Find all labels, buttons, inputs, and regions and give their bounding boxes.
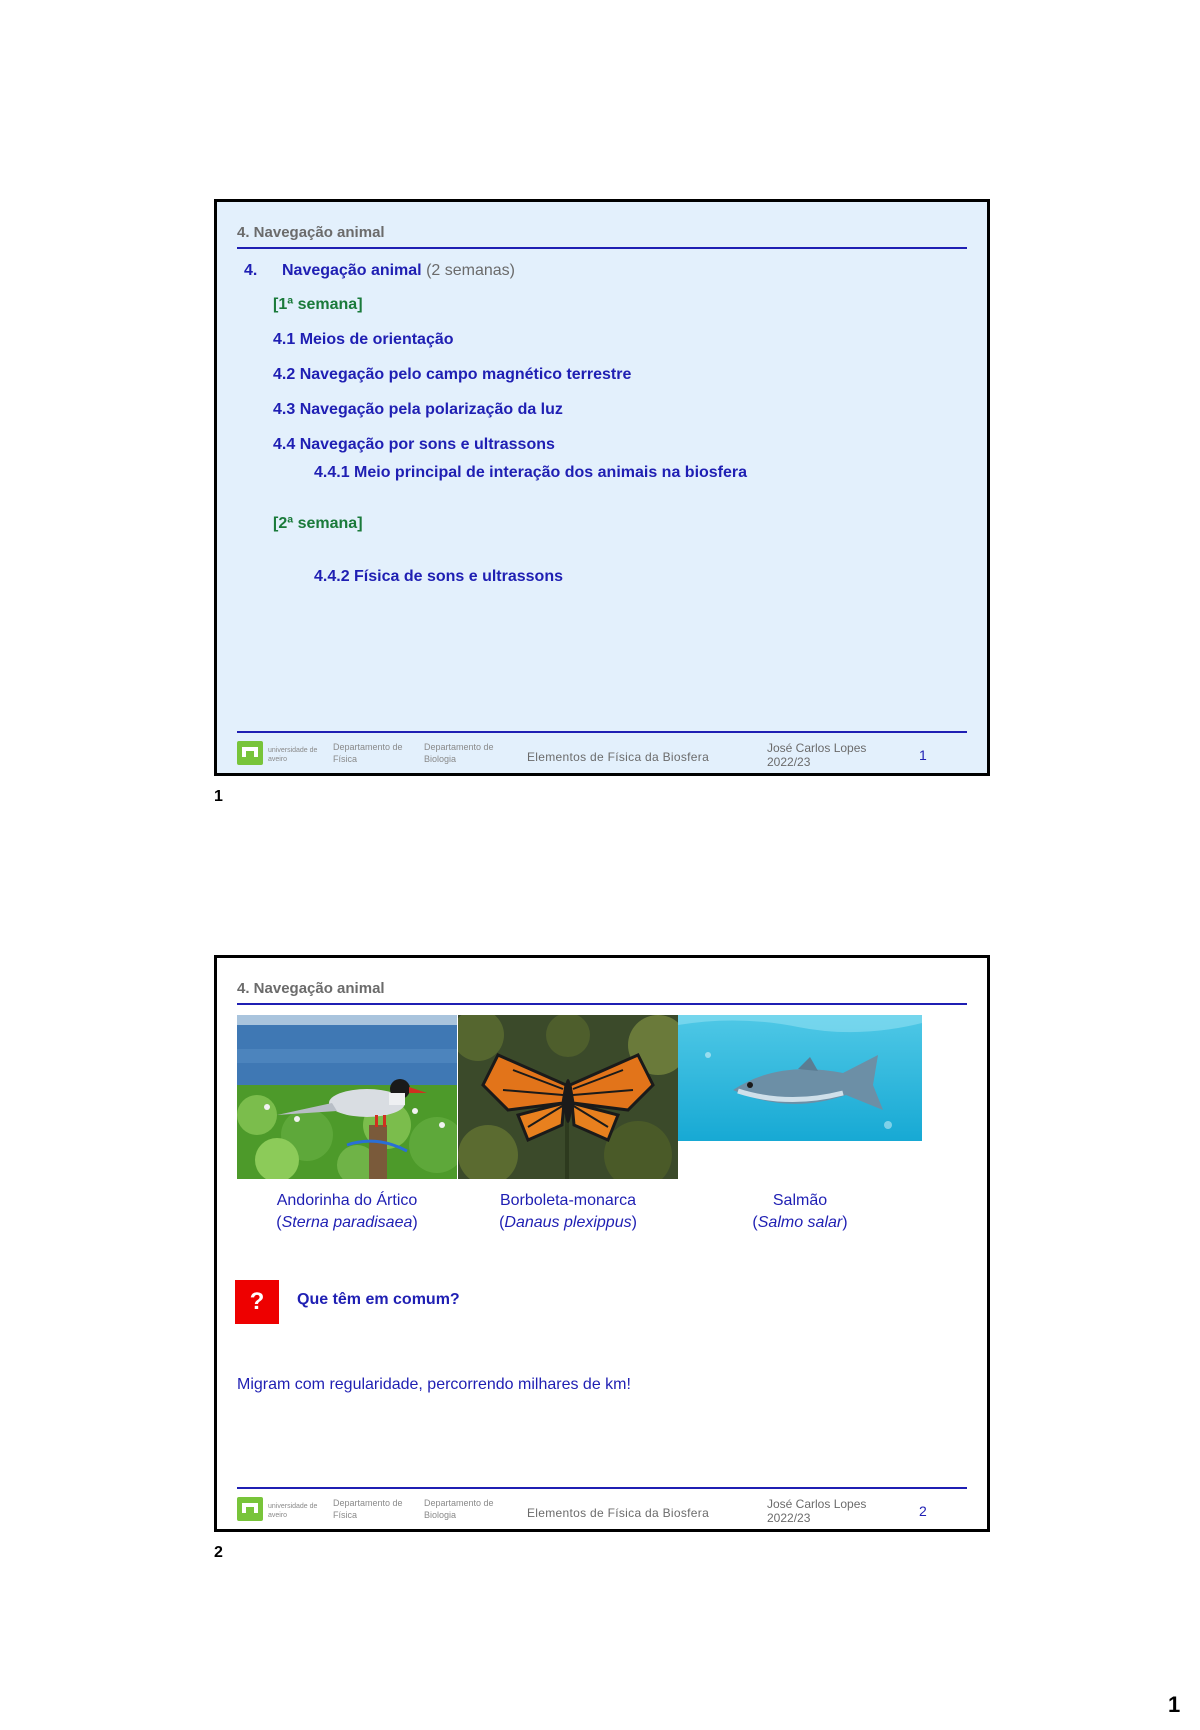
toc-title-duration: (2 semanas) [426, 262, 515, 279]
arctic-tern-photo [237, 1015, 457, 1179]
latin-name: Danaus plexippus [504, 1214, 632, 1231]
question-mark-icon: ? [235, 1280, 279, 1324]
course-name: Elementos de Física da Biosfera [527, 750, 710, 764]
toc-item-4-4: 4.4 Navegação por sons e ultrassons [273, 436, 555, 453]
header-divider [237, 1003, 967, 1005]
caption-salmon [690, 1190, 910, 1234]
slide-header: 4. Navegação animal [237, 980, 385, 997]
paren-close: ) [412, 1214, 418, 1231]
paren-open: ( [499, 1214, 505, 1231]
toc-week-1: [1ª semana] [273, 296, 363, 313]
academic-year: 2022/23 [767, 1511, 811, 1525]
caption-common-name: Salmão [772, 1192, 828, 1209]
caption-scientific-name [458, 1212, 678, 1234]
monarch-butterfly-photo [458, 1015, 678, 1179]
department-physics: Departamento de Física [333, 742, 403, 764]
toc-title-text: Navegação animal [282, 262, 422, 279]
answer-text: Migram com regularidade, percorrendo milhares de km! [237, 1376, 631, 1393]
university-logo-icon [237, 1497, 263, 1521]
caption-monarch [458, 1190, 678, 1234]
academic-year: 2022/23 [767, 755, 811, 769]
author-block [767, 1497, 866, 1525]
toc-title [244, 262, 515, 280]
caption-common-name: Borboleta-monarca [499, 1192, 637, 1209]
toc-item-4-4-1: 4.4.1 Meio principal de interação dos animais na biosfera [314, 464, 748, 481]
monarch-butterfly-image [458, 1015, 678, 1179]
toc-week-2: [2ª semana] [273, 515, 363, 532]
caption-arctic-tern [237, 1190, 457, 1234]
paren-close: ) [631, 1214, 637, 1231]
toc-item-4-3: 4.3 Navegação pela polarização da luz [273, 401, 563, 418]
author-name: José Carlos Lopes [767, 741, 867, 755]
university-logo-icon [237, 741, 263, 765]
course-name: Elementos de Física da Biosfera [527, 1506, 710, 1520]
department-biology: Departamento de Biologia [424, 1498, 494, 1520]
page-number: 1 [1168, 1692, 1181, 1717]
latin-name: Salmo salar [757, 1214, 843, 1231]
caption-scientific-name [690, 1212, 910, 1234]
slide-footer [237, 1493, 967, 1529]
department-biology: Departamento de Biologia [424, 742, 494, 764]
salmon-image [678, 1015, 922, 1141]
footer-divider [237, 1487, 967, 1489]
slide-1-label: 1 [214, 788, 223, 805]
slide-1 [214, 199, 990, 776]
caption-common-name: Andorinha do Ártico [276, 1192, 418, 1209]
slide-2-label: 2 [214, 1544, 223, 1561]
department-physics: Departamento de Física [333, 1498, 403, 1520]
slide-2 [214, 955, 990, 1532]
slide-footer [237, 737, 967, 773]
toc-item-4-2: 4.2 Navegação pelo campo magnético terrestre [273, 366, 632, 383]
footer-divider [237, 731, 967, 733]
arctic-tern-image [237, 1015, 457, 1179]
university-name: universidade de aveiro [268, 1503, 318, 1519]
paren-open: ( [276, 1214, 282, 1231]
slide-page-number: 2 [919, 1503, 927, 1519]
paren-open: ( [752, 1214, 758, 1231]
question-text: Que têm em comum? [297, 1291, 460, 1308]
toc-item-4-1: 4.1 Meios de orientação [273, 331, 454, 348]
slide-page-number: 1 [919, 747, 927, 763]
salmon-photo [678, 1015, 922, 1141]
toc-title-number: 4. [244, 262, 258, 279]
toc-item-4-4-2: 4.4.2 Física de sons e ultrassons [314, 568, 563, 585]
university-name: universidade de aveiro [268, 747, 318, 763]
slide-header: 4. Navegação animal [237, 224, 385, 241]
table-of-contents [217, 202, 987, 773]
author-block [767, 741, 866, 769]
latin-name: Sterna paradisaea [281, 1214, 413, 1231]
paren-close: ) [842, 1214, 848, 1231]
caption-scientific-name [237, 1212, 457, 1234]
author-name: José Carlos Lopes [767, 1497, 867, 1511]
